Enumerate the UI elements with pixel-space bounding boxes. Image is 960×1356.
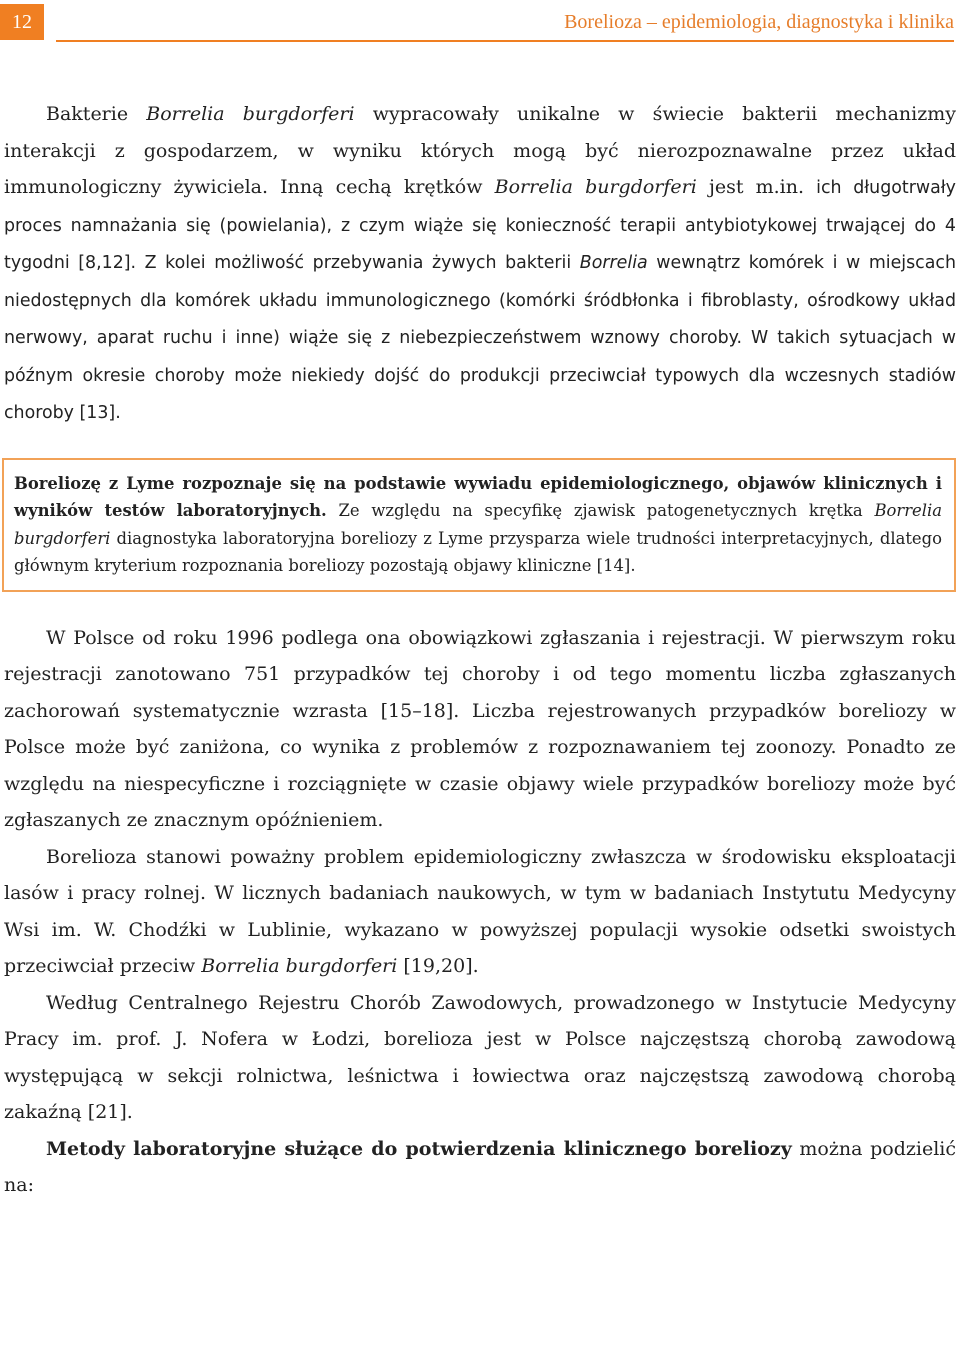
species-name: Borrelia burgdorferi xyxy=(494,176,697,198)
page-header xyxy=(0,0,960,44)
species-name: Borrelia burgdorferi xyxy=(146,103,355,125)
species-name: Borrelia xyxy=(579,253,648,273)
running-title: Borelioza – epidemiologia, diagnostyka i klinika xyxy=(56,4,954,42)
text-run: Ze względu na specyfikę zjawisk patogenetycznych krętka xyxy=(326,501,875,521)
text-run: Borelioza stanowi poważny problem epidemiologiczny zwłaszcza w środowisku eksploatacji lasów i pracy rolnej. W licznych badaniach naukowych, w tym w badaniach Instytutu Medycyny Wsi im. W. Chodźki w Lublinie, wykazano w powyższej populacji wysokie odsetki swoistych przeciwciał przeciw xyxy=(4,845,956,978)
highlight-lead: Boreliozę z Lyme rozpoznaje się na podstawie wywiadu epidemiologicznego, objawów klinicznych i wyników testów laboratoryjnych. xyxy=(14,473,942,521)
paragraph-immune-evasion xyxy=(4,96,956,432)
text-run: [19,20]. xyxy=(397,955,479,978)
page-number: 12 xyxy=(0,4,44,40)
paragraph-occupational-risk xyxy=(4,839,956,985)
page-body xyxy=(4,96,956,1204)
highlight-box xyxy=(2,458,956,592)
text-run: wewnątrz komórek i w miejscach niedostępnych dla komórek układu immunologicznego (komórki śródbłonka i fibroblasty, ośrodkowy układ nerwowy, aparat ruchu i inne) wiąże się z niebezpieczeństwem wznowy choroby. W takich sytuacjach w późnym okresie choroby może niekiedy dojść do produkcji przeciwciał typowych dla wczesnych stadiów choroby [13]. xyxy=(4,253,956,423)
text-run: Bakterie xyxy=(46,103,147,125)
species-name: Borrelia burgdorferi xyxy=(14,501,942,548)
text-run: wypracowały unikalne w świecie bakterii mechanizmy interakcji z gospodarzem, w wyniku których mogą być nierozpoznawalne przez układ immunologiczny żywiciela. Inną cechą krętków xyxy=(4,103,956,198)
highlight-box-text xyxy=(14,470,942,580)
paragraph-lab-methods xyxy=(4,1131,956,1204)
text-run: jest m.in. xyxy=(696,176,817,198)
text-run: można podzielić na: xyxy=(4,1137,957,1197)
section-lead: Metody laboratoryjne służące do potwierdzenia klinicznego boreliozy xyxy=(46,1137,792,1160)
paragraph-registration: W Polsce od roku 1996 podlega ona obowiązkowi zgłaszania i rejestracji. W pierwszym roku rejestracji zanotowano 751 przypadków tej choroby i od tego momentu liczba zgłaszanych zachorowań systematycznie wzrasta [15–18]. Liczba rejestrowanych przypadków boreliozy w Polsce może być zaniżona, co wynika z problemów z rozpoznawaniem tej zoonozy. Ponadto ze względu na niespecyficzne i rozciągnięte w czasie objawy wiele przypadków boreliozy może być zgłaszanych ze znacznym opóźnieniem. xyxy=(4,626,956,832)
text-run: diagnostyka laboratoryjna boreliozy z Lyme przysparza wiele trudności interpretacyjnych, dlatego głównym kryterium rozpoznania boreliozy pozostają objawy kliniczne [14]. xyxy=(14,528,942,576)
paragraph-occupational-registry: Według Centralnego Rejestru Chorób Zawodowych, prowadzonego w Instytucie Medycyny Pracy im. prof. J. Nofera w Łodzi, borelioza jest w Polsce najczęstszą chorobą zawodową występującą w sekcji rolnictwa, leśnictwa i łowiectwa oraz najczęstszą zawodową chorobą zakaźną [21]. xyxy=(4,991,956,1124)
species-name: Borrelia burgdorferi xyxy=(201,955,398,978)
text-run: ich długotrwały proces namnażania się (powielania), z czym wiąże się konieczność terapii antybiotykowej trwającej do 4 tygodni [8,12]. Z kolei możliwość przebywania żywych bakterii xyxy=(4,178,956,273)
